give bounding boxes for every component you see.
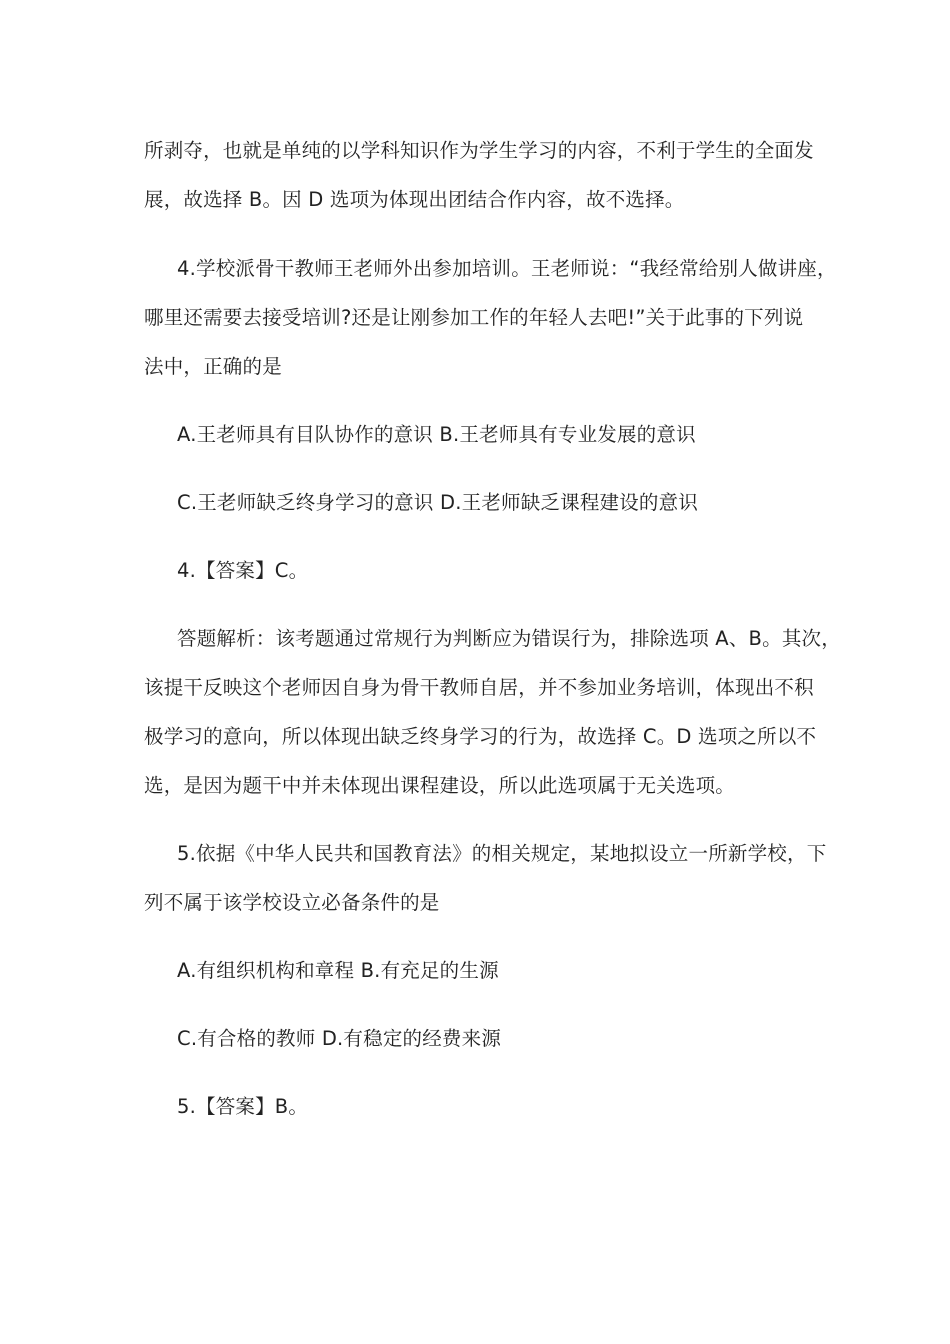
paragraph-line: 所剥夺，也就是单纯的以学科知识作为学生学习的内容，不利于学生的全面发 <box>144 139 814 162</box>
question-5-stem-line: 5.依据《中华人民共和国教育法》的相关规定，某地拟设立一所新学校，下 <box>177 842 827 865</box>
question-4-options-ab: A.王老师具有目队协作的意识 B.王老师具有专业发展的意识 <box>177 423 696 446</box>
question-4-options-cd: C.王老师缺乏终身学习的意识 D.王老师缺乏课程建设的意识 <box>177 491 699 514</box>
question-4-analysis-line: 该提干反映这个老师因自身为骨干教师自居，并不参加业务培训，体现出不积 <box>144 676 814 699</box>
question-4-stem-line: 法中，正确的是 <box>144 355 282 378</box>
question-5-answer: 5.【答案】B。 <box>177 1095 309 1118</box>
question-4-stem-line: 4.学校派骨干教师王老师外出参加培训。王老师说：“我经常给别人做讲座， <box>177 257 837 280</box>
question-4-analysis-line: 极学习的意向，所以体现出缺乏终身学习的行为，故选择 C。D 选项之所以不 <box>144 725 817 748</box>
question-5-options-ab: A.有组织机构和章程 B.有充足的生源 <box>177 959 499 982</box>
question-4-stem-line: 哪里还需要去接受培训?还是让刚参加工作的年轻人去吧!”关于此事的下列说 <box>144 306 804 329</box>
question-4-analysis-line: 答题解析：该考题通过常规行为判断应为错误行为，排除选项 A、B。其次， <box>177 627 841 650</box>
question-4-answer: 4.【答案】C。 <box>177 559 309 582</box>
question-4-analysis-line: 选，是因为题干中并未体现出课程建设，所以此选项属于无关选项。 <box>144 774 736 797</box>
question-5-options-cd: C.有合格的教师 D.有稳定的经费来源 <box>177 1027 502 1050</box>
paragraph-line: 展，故选择 B。因 D 选项为体现出团结合作内容，故不选择。 <box>144 188 685 211</box>
question-5-stem-line: 列不属于该学校设立必备条件的是 <box>144 891 440 914</box>
